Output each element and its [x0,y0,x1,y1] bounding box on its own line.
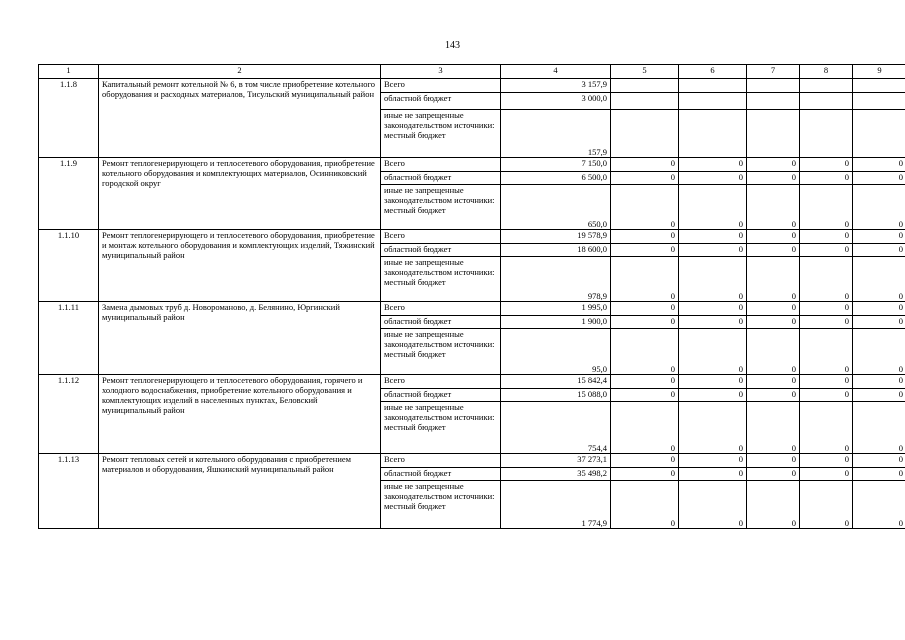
column-header: 8 [800,65,853,79]
value-cell: 0 [800,172,853,185]
value-cell: 37 273,1 [501,454,611,468]
column-header: 3 [381,65,501,79]
source-label-other [381,110,501,158]
value-cell: 0 [800,185,853,230]
value-cell: 0 [853,302,905,316]
value-cell: 0 [747,257,800,302]
value-cell: 0 [800,230,853,244]
value-cell: 0 [800,454,853,468]
value-cell [800,110,853,158]
value-cell: 0 [853,185,905,230]
value-cell: 0 [853,389,905,402]
value-cell: 0 [611,316,679,329]
value-cell: 0 [679,468,747,481]
value-cell: 0 [747,316,800,329]
value-cell: 0 [611,257,679,302]
value-cell: 15 088,0 [501,389,611,402]
value-cell: 0 [611,158,679,172]
source-label-regional: областной бюджет [381,93,501,110]
table-row [39,79,905,93]
source-label-total: Всего [381,79,501,93]
source-label-total: Всего [381,158,501,172]
value-cell: 0 [853,172,905,185]
value-cell: 0 [747,375,800,389]
value-cell: 0 [611,402,679,454]
item-name: Замена дымовых труб д. Новороманово, д. Белянино, Юргинский муниципальный район [99,302,381,375]
value-cell: 0 [853,329,905,375]
column-header: 9 [853,65,905,79]
value-cell: 0 [800,316,853,329]
item-name: Ремонт теплогенерирующего и теплосетевого оборудования, приобретение котельного оборудования и комплектующих материалов, Осинниковский городской округ [99,158,381,230]
value-cell: 0 [800,468,853,481]
value-cell: 6 500,0 [501,172,611,185]
value-cell: 0 [611,302,679,316]
value-cell: 18 600,0 [501,244,611,257]
value-cell: 0 [679,185,747,230]
value-cell [747,110,800,158]
local-budget-label: местный бюджет [384,501,446,511]
value-cell: 0 [747,481,800,529]
table-row [39,454,905,468]
value-cell: 0 [853,244,905,257]
value-cell [747,93,800,110]
page-number: 143 [445,40,460,51]
value-cell: 0 [611,329,679,375]
value-cell: 0 [853,402,905,454]
source-label-other [381,257,501,302]
value-cell [611,110,679,158]
budget-table [38,64,905,529]
value-cell: 0 [800,158,853,172]
local-budget-label: местный бюджет [384,422,446,432]
value-cell: 0 [800,481,853,529]
value-cell: 0 [747,302,800,316]
other-sources-label: иные не запрещенные законодательством источники: [384,481,495,501]
other-sources-label: иные не запрещенные законодательством источники: [384,185,495,205]
value-cell: 19 578,9 [501,230,611,244]
item-name: Ремонт теплогенерирующего и теплосетевого оборудования, горячего и холодного водоснабжения, приобретение котельного оборудования и комплектующих изделий в населенных пунктах, Беловский муниципальный район [99,375,381,454]
source-label-other [381,185,501,230]
value-cell: 0 [853,230,905,244]
value-cell: 0 [679,316,747,329]
local-budget-label: местный бюджет [384,130,446,140]
value-cell: 157,9 [501,110,611,158]
value-cell: 0 [611,481,679,529]
value-cell: 0 [800,257,853,302]
value-cell: 0 [679,454,747,468]
value-cell: 0 [679,302,747,316]
value-cell: 0 [611,389,679,402]
value-cell [853,79,905,93]
column-header: 7 [747,65,800,79]
source-label-regional: областной бюджет [381,389,501,402]
value-cell: 0 [800,375,853,389]
source-label-regional: областной бюджет [381,316,501,329]
item-code: 1.1.13 [39,454,99,529]
source-label-other [381,481,501,529]
column-header: 6 [679,65,747,79]
value-cell: 0 [679,172,747,185]
value-cell: 0 [853,375,905,389]
value-cell: 650,0 [501,185,611,230]
value-cell [800,79,853,93]
item-code: 1.1.9 [39,158,99,230]
table-row [39,230,905,244]
other-sources-label: иные не запрещенные законодательством источники: [384,402,495,422]
value-cell: 0 [747,230,800,244]
value-cell: 0 [611,230,679,244]
value-cell: 0 [800,402,853,454]
value-cell: 0 [800,389,853,402]
value-cell: 0 [747,158,800,172]
value-cell: 0 [747,172,800,185]
value-cell: 0 [747,185,800,230]
table-row [39,158,905,172]
table-row [39,302,905,316]
column-header: 4 [501,65,611,79]
value-cell: 15 842,4 [501,375,611,389]
value-cell: 1 995,0 [501,302,611,316]
value-cell: 0 [679,402,747,454]
source-label-total: Всего [381,454,501,468]
value-cell: 0 [747,454,800,468]
source-label-other [381,402,501,454]
value-cell: 0 [853,316,905,329]
source-label-regional: областной бюджет [381,172,501,185]
column-header: 2 [99,65,381,79]
source-label-regional: областной бюджет [381,244,501,257]
value-cell [611,93,679,110]
value-cell: 0 [800,329,853,375]
source-label-total: Всего [381,230,501,244]
value-cell: 7 150,0 [501,158,611,172]
value-cell: 0 [611,375,679,389]
value-cell: 0 [747,468,800,481]
value-cell [679,110,747,158]
value-cell: 0 [853,257,905,302]
value-cell: 0 [747,244,800,257]
value-cell: 0 [611,185,679,230]
item-name: Капитальный ремонт котельной № 6, в том числе приобретение котельного оборудования и расходных материалов, Тисульский муниципальный район [99,79,381,158]
value-cell [853,93,905,110]
value-cell [800,93,853,110]
value-cell [679,79,747,93]
item-code: 1.1.12 [39,375,99,454]
value-cell: 0 [853,454,905,468]
value-cell: 0 [679,257,747,302]
value-cell: 1 774,9 [501,481,611,529]
value-cell: 0 [679,481,747,529]
header-row [39,65,905,79]
value-cell: 978,9 [501,257,611,302]
value-cell: 0 [611,468,679,481]
value-cell: 0 [747,329,800,375]
value-cell: 0 [747,389,800,402]
source-label-regional: областной бюджет [381,468,501,481]
value-cell: 0 [679,375,747,389]
value-cell: 3 157,9 [501,79,611,93]
value-cell: 0 [800,244,853,257]
item-name: Ремонт теплогенерирующего и теплосетевого оборудования, приобретение и монтаж котельного оборудования и комплектующих изделий, Тяжинский муниципальный район [99,230,381,302]
value-cell: 0 [611,244,679,257]
value-cell: 0 [679,329,747,375]
value-cell: 35 498,2 [501,468,611,481]
item-code: 1.1.11 [39,302,99,375]
value-cell: 754,4 [501,402,611,454]
value-cell [679,93,747,110]
value-cell: 0 [611,172,679,185]
source-label-total: Всего [381,375,501,389]
value-cell: 3 000,0 [501,93,611,110]
value-cell: 0 [679,244,747,257]
value-cell: 0 [747,402,800,454]
value-cell: 0 [853,158,905,172]
local-budget-label: местный бюджет [384,277,446,287]
local-budget-label: местный бюджет [384,205,446,215]
item-code: 1.1.8 [39,79,99,158]
source-label-total: Всего [381,302,501,316]
item-code: 1.1.10 [39,230,99,302]
value-cell: 95,0 [501,329,611,375]
value-cell: 0 [679,230,747,244]
source-label-other [381,329,501,375]
table-row [39,375,905,389]
value-cell: 0 [679,158,747,172]
value-cell [747,79,800,93]
other-sources-label: иные не запрещенные законодательством источники: [384,257,495,277]
column-header: 1 [39,65,99,79]
value-cell [611,79,679,93]
other-sources-label: иные не запрещенные законодательством источники: [384,110,495,130]
value-cell: 0 [611,454,679,468]
value-cell: 1 900,0 [501,316,611,329]
item-name: Ремонт тепловых сетей и котельного оборудования с приобретением материалов и оборудования, Яшкинский муниципальный район [99,454,381,529]
column-header: 5 [611,65,679,79]
value-cell: 0 [853,468,905,481]
other-sources-label: иные не запрещенные законодательством источники: [384,329,495,349]
value-cell: 0 [853,481,905,529]
local-budget-label: местный бюджет [384,349,446,359]
value-cell [853,110,905,158]
value-cell: 0 [679,389,747,402]
value-cell: 0 [800,302,853,316]
